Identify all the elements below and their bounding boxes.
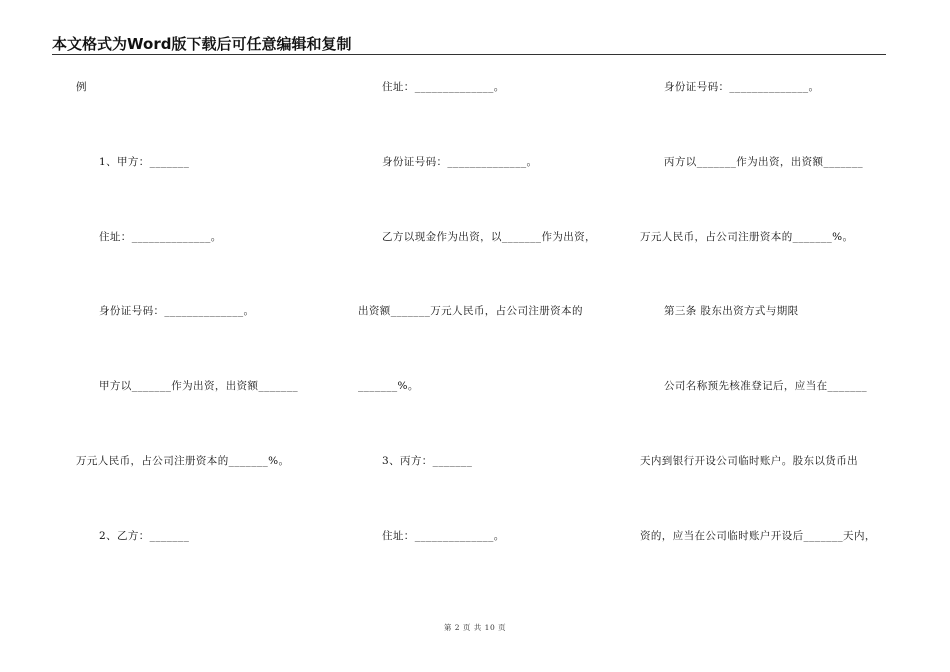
text-line: 身份证号码：______________。 <box>664 81 820 93</box>
text-line: 丙方以_______作为出资，出资额_______ <box>664 156 863 168</box>
text-line: 资的，应当在公司临时账户开设后_______天内， <box>640 530 876 542</box>
text-line: 例 <box>76 81 87 93</box>
text-line: 身份证号码：______________。 <box>99 305 255 317</box>
text-line: 万元人民币，占公司注册资本的_______%。 <box>76 455 290 467</box>
text-line: 3、丙方：_______ <box>382 455 473 467</box>
text-line: 出资额_______万元人民币，占公司注册资本的 <box>358 305 583 317</box>
text-line: 天内到银行开设公司临时账户。股东以货币出 <box>640 455 858 467</box>
header-divider <box>52 54 886 55</box>
section-heading: 第三条 股东出资方式与期限 <box>664 305 799 317</box>
header-title: 本文格式为Word版下载后可任意编辑和复制 <box>52 35 352 53</box>
text-line: 公司名称预先核准登记后，应当在_______ <box>664 380 868 392</box>
text-line: 身份证号码：______________。 <box>382 156 538 168</box>
text-line: 住址：______________。 <box>382 530 505 542</box>
text-line: 甲方以_______作为出资，出资额_______ <box>99 380 298 392</box>
text-line: 乙方以现金作为出资，以_______作为出资， <box>382 231 596 243</box>
text-line: _______%。 <box>358 380 419 392</box>
text-line: 住址：______________。 <box>99 231 222 243</box>
text-line: 住址：______________。 <box>382 81 505 93</box>
text-line: 万元人民币，占公司注册资本的_______%。 <box>640 231 854 243</box>
text-line: 1、甲方：_______ <box>99 156 190 168</box>
text-line: 2、乙方：_______ <box>99 530 190 542</box>
page-number: 第 2 页 共 10 页 <box>443 623 507 632</box>
